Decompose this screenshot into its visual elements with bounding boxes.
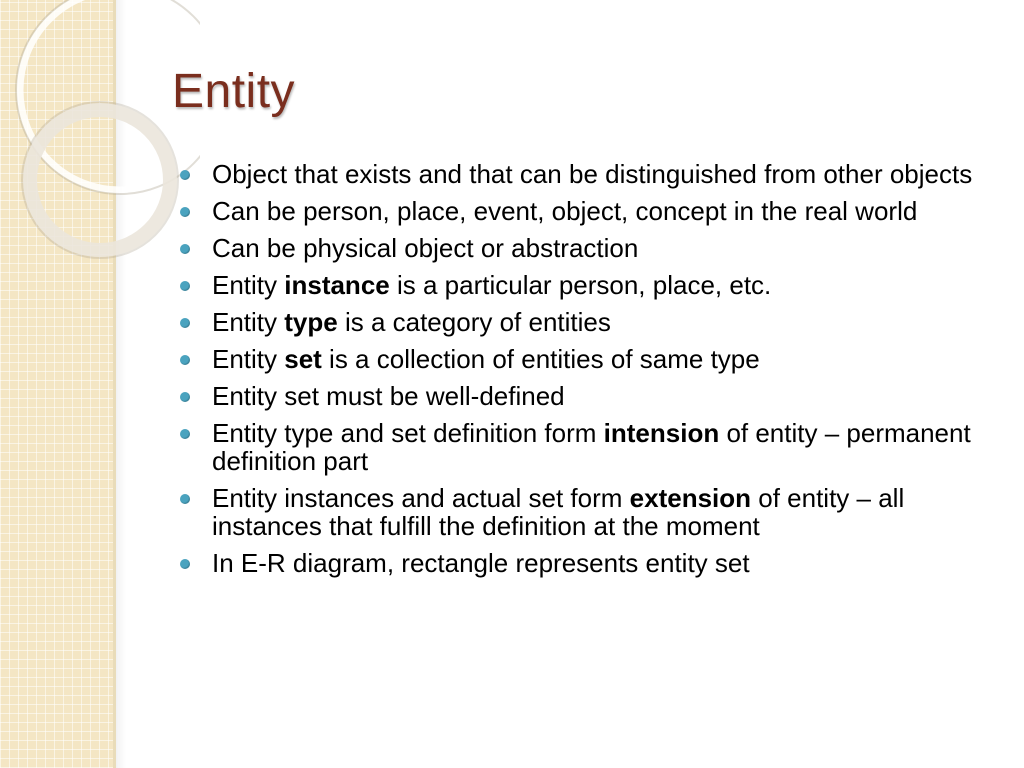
bullet-list (178, 160, 998, 586)
bullet-icon (180, 392, 190, 402)
bullet-term-instance: instance (284, 270, 390, 300)
bullet-item (178, 345, 998, 373)
bullet-text (212, 483, 904, 541)
slide-title: Entity (172, 65, 296, 118)
bullet-icon (180, 318, 190, 328)
bullet-item (178, 382, 998, 410)
bullet-text-before: Entity type and set definition form (212, 418, 604, 448)
bullet-item (178, 160, 998, 188)
bullet-text-after: is a particular person, place, etc. (389, 270, 772, 300)
bullet-item (178, 419, 998, 475)
bullet-text-after: of entity – all instances that fulfill the definition at the moment (212, 483, 905, 541)
decorative-ring-small (30, 110, 170, 250)
bullet-item (178, 484, 998, 540)
bullet-item (178, 308, 998, 336)
bullet-text: Object that exists and that can be distinguished from other objects (212, 159, 973, 189)
bullet-icon (180, 559, 190, 569)
bullet-term-extension: extension (629, 483, 752, 513)
bullet-text (212, 307, 611, 337)
bullet-item (178, 197, 998, 225)
bullet-icon (180, 429, 190, 439)
bullet-item (178, 549, 998, 577)
bullet-item (178, 271, 998, 299)
bullet-text (212, 270, 771, 300)
bullet-text: In E-R diagram, rectangle represents entity set (212, 548, 750, 578)
bullet-term-intension: intension (603, 418, 720, 448)
bullet-text-before: Entity instances and actual set form (212, 483, 630, 513)
bullet-icon (180, 207, 190, 217)
bullet-icon (180, 170, 190, 180)
bullet-item (178, 234, 998, 262)
bullet-text-after: is a collection of entities of same type (321, 344, 760, 374)
bullet-text-after: is a category of entities (337, 307, 611, 337)
bullet-text: Entity set must be well-defined (212, 381, 565, 411)
decorative-rings (0, 0, 200, 280)
decorative-ring-small-shadow (22, 102, 178, 258)
bullet-text-before: Entity (212, 270, 285, 300)
bullet-icon (180, 355, 190, 365)
bullet-icon (180, 494, 190, 504)
bullet-icon (180, 244, 190, 254)
bullet-text-before: Entity (212, 344, 285, 374)
bullet-term-type: type (284, 307, 338, 337)
bullet-text: Can be physical object or abstraction (212, 233, 639, 263)
bullet-icon (180, 281, 190, 291)
bullet-text-before: Entity (212, 307, 285, 337)
bullet-text-after: of entity – permanent definition part (212, 418, 971, 476)
bullet-text (212, 344, 760, 374)
bullet-text (212, 418, 971, 476)
bullet-term-set: set (284, 344, 322, 374)
bullet-text: Can be person, place, event, object, concept in the real world (212, 196, 918, 226)
